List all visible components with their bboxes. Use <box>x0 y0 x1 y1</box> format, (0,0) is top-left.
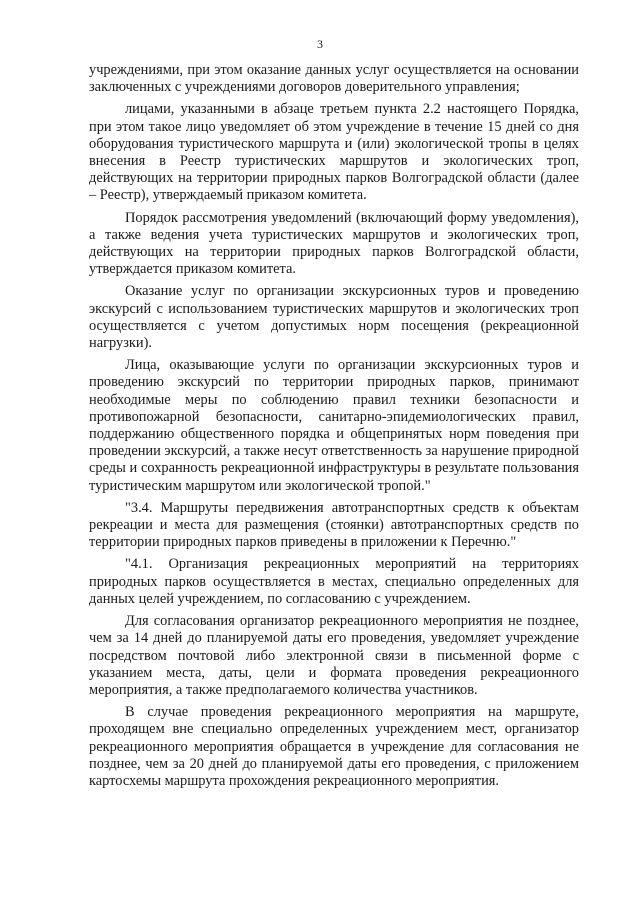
paragraph-1: учреждениями, при этом оказание данных услуг осуществляется на основании заключенных с учреждениями договоров доверительного управления; <box>89 62 579 96</box>
paragraph-7: "4.1. Организация рекреационных мероприятий на территориях природных парков осуществляется в местах, специально определенных для данных целей учреждением, по согласованию с учреждением. <box>89 556 579 607</box>
paragraph-6: "3.4. Маршруты передвижения автотранспортных средств к объектам рекреации и места для размещения (стоянки) автотранспортных средств по территории природных парков приведены в приложении к Перечню." <box>89 499 579 551</box>
paragraph-3: Порядок рассмотрения уведомлений (включающий форму уведомления), а также ведения учета туристических маршрутов и экологических троп, действующих на территории природных парков Волгоградской области, утверждается приказом комитета. <box>89 209 579 278</box>
paragraph-5: Лица, оказывающие услуги по организации экскурсионных туров и проведению экскурсий по территории природных парков, принимают необходимые меры по соблюдению правил техники безопасности и противопожарной безопасности, санитарно-эпидемиологических правил, поддержанию общественного порядка и общепринятых норм поведения при проведении экскурсий, а также несут ответственность за нарушение природной среды и сохранность рекреационной инфраструктуры в результате пользования туристическим маршрутом или экологической тропой." <box>89 357 579 494</box>
paragraph-4: Оказание услуг по организации экскурсионных туров и проведению экскурсий с использованием туристических маршрутов и экологических троп осуществляется с учетом допустимых норм посещения (рекреационной нагрузки). <box>89 283 579 352</box>
paragraph-9: В случае проведения рекреационного мероприятия на маршруте, проходящем вне специально определенных учреждением мест, организатор рекреационного мероприятия обращается в учреждение для согласования не позднее, чем за 20 дней до планируемой даты его проведения, с приложением картосхемы маршрута прохождения рекреационного мероприятия. <box>89 704 579 789</box>
paragraph-2: лицами, указанными в абзаце третьем пункта 2.2 настоящего Порядка, при этом такое лицо уведомляет об этом учреждение в течение 15 дней со дня оборудования туристического маршрута и (или) экологической тропы в целях внесения в Реестр туристических маршрутов и экологических троп, действующих на территории природных парков Волгоградской области (далее – Реестр), утверждаемый приказом комитета. <box>89 101 579 204</box>
page-number: 3 <box>317 37 323 51</box>
paragraph-8: Для согласования организатор рекреационного мероприятия не позднее, чем за 14 дней до планируемой даты его проведения, уведомляет учреждение посредством почтовой либо электронной связи в письменной форме с указанием места, даты, цели и формата проведения рекреационного мероприятия, а также предполагаемого количества участников. <box>89 613 579 698</box>
document-body <box>89 62 579 795</box>
